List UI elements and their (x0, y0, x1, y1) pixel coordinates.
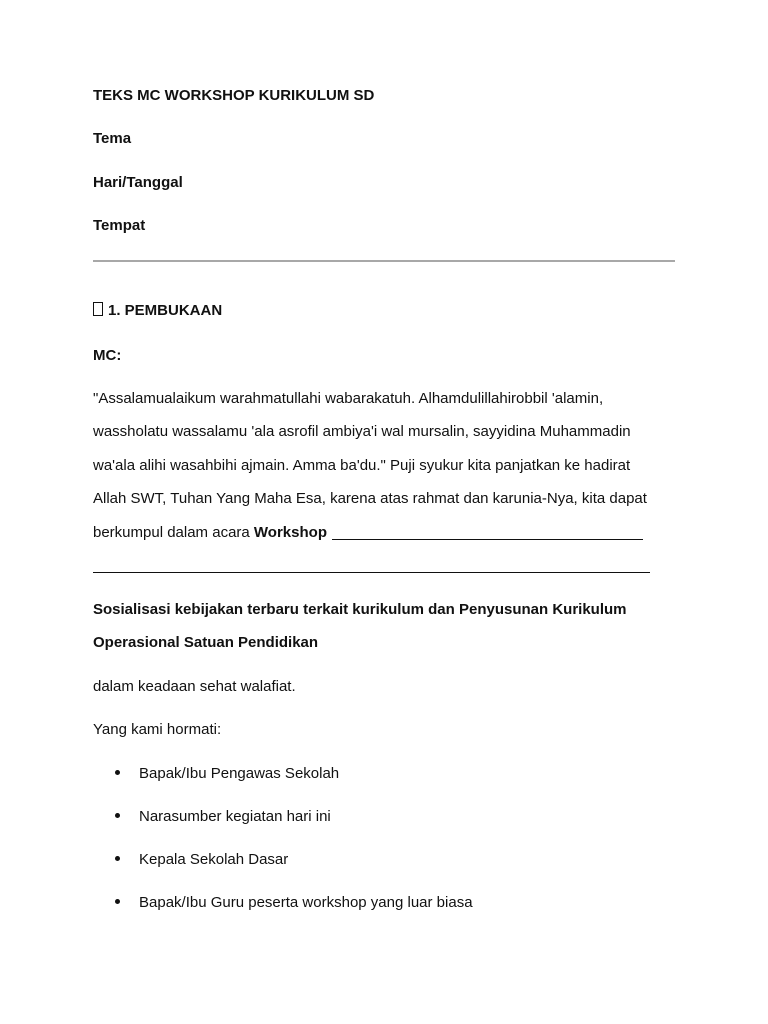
speaker-label: MC: (93, 347, 122, 364)
list-item (115, 765, 339, 783)
paragraph-line-5 (93, 524, 643, 542)
paragraph-line-2: wassholatu wassalamu 'ala asrofil ambiya'i wal mursalin, sayyidina Muhammadin (93, 423, 631, 440)
missing-glyph-icon (93, 302, 103, 316)
list-item (115, 851, 288, 869)
bullet-icon (115, 899, 120, 904)
topic-line-1: Sosialisasi kebijakan terbaru terkait kurikulum dan Penyusunan Kurikulum (93, 601, 627, 618)
horizontal-divider (93, 260, 675, 262)
list-item-label: Kepala Sekolah Dasar (139, 851, 289, 868)
paragraph-line-4: Allah SWT, Tuhan Yang Maha Esa, karena atas rahmat dan karunia-Nya, kita dapat (93, 490, 647, 507)
list-item (115, 894, 473, 912)
list-item (115, 808, 331, 826)
paragraph-line-1: "Assalamualaikum warahmatullahi wabarakatuh. Alhamdulillahirobbil 'alamin, (93, 390, 604, 407)
section-heading (93, 302, 222, 320)
document-title: TEKS MC WORKSHOP KURIKULUM SD (93, 87, 375, 104)
fill-in-blank-line (332, 539, 643, 540)
meta-tema-label: Tema (93, 130, 132, 147)
workshop-keyword: Workshop (253, 524, 327, 541)
paragraph-line-5-prefix: berkumpul dalam acara (93, 524, 254, 541)
section-heading-text: 1. PEMBUKAAN (108, 302, 223, 319)
after-topic-text: dalam keadaan sehat walafiat. (93, 678, 296, 695)
list-item-label: Narasumber kegiatan hari ini (139, 808, 331, 825)
list-item-label: Bapak/Ibu Guru peserta workshop yang luar biasa (139, 894, 473, 911)
list-item-label: Bapak/Ibu Pengawas Sekolah (139, 765, 340, 782)
bullet-icon (115, 770, 120, 775)
bullet-icon (115, 856, 120, 861)
topic-line-2: Operasional Satuan Pendidikan (93, 634, 319, 651)
bullet-icon (115, 813, 120, 818)
fill-in-blank-line-2 (93, 572, 650, 573)
meta-hari-tanggal-label: Hari/Tanggal (93, 174, 183, 191)
greeting-text: Yang kami hormati: (93, 721, 222, 738)
meta-tempat-label: Tempat (93, 217, 146, 234)
paragraph-line-3: wa'ala alihi wasahbihi ajmain. Amma ba'du." Puji syukur kita panjatkan ke hadirat (93, 457, 631, 474)
